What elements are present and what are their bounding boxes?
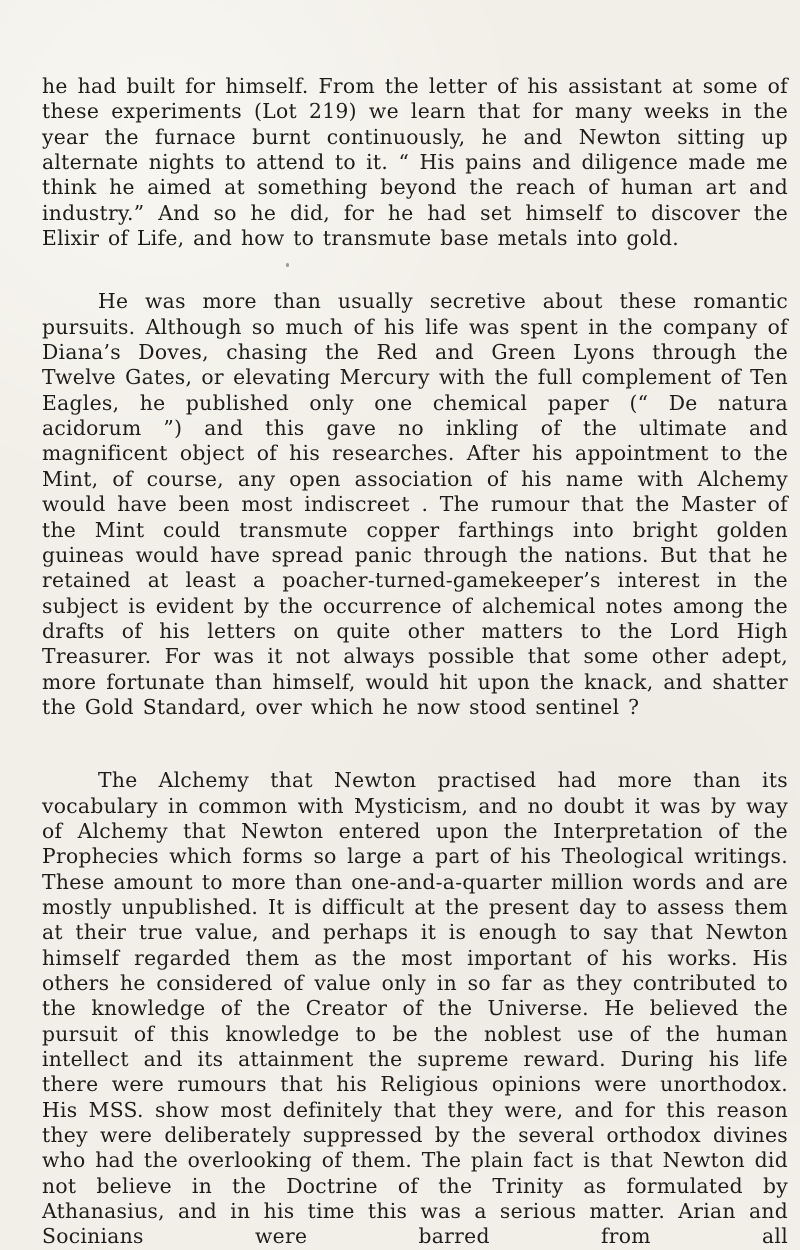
paragraph-alchemy-experiments: he had built for himself. From the letter of his assistant at some of these experiments (Lot 219) we learn that for many weeks in the year the furnace burnt continuously, he and Newton sitting up alternate nights to attend to it. “ His pains and diligence made me think he aimed at something beyond the reach of human art and industry.” And so he did, for he had set himself to discover the Elixir of Life, and how to transmute base metals into gold. — [42, 74, 788, 251]
paper-speck — [286, 263, 289, 267]
paragraph-mysticism-theology: The Alchemy that Newton practised had more than its vocabulary in common with Mysticism, and no doubt it was by way of Alchemy that Newton entered upon the Interpretation of the Prophecies which forms so large a part of his Theological writings. These amount to more than one-and-a-quarter million words and are mostly unpublished. It is difficult at the present day to assess them at their true value, and perhaps it is enough to say that Newton himself regarded them as the most important of his works. His others he considered of value only in so far as they contributed to the knowledge of the Creator of the Universe. He believed the pursuit of this knowledge to be the noblest use of the human intellect and its attainment the supreme reward. During his life there were rumours that his Religious opinions were unorthodox. His MSS. show most definitely that they were, and for this reason they were deliberately suppressed by the several orthodox divines who had the overlooking of them. The plain fact is that Newton did not believe in the Doctrine of the Trinity as formulated by Athanasius, and in his time this was a serious matter. Arian and Socinians were barred from all — [42, 768, 788, 1249]
paragraph-secretive-pursuits: He was more than usually secretive about these romantic pursuits. Although so much of his life was spent in the company of Diana’s Doves, chasing the Red and Green Lyons through the Twelve Gates, or elevating Mercury with the full complement of Ten Eagles, he published only one chemical paper (“ De natura acidorum ”) and this gave no inkling of the ultimate and magnificent object of his researches. After his appointment to the Mint, of course, any open association of his name with Alchemy would have been most indiscreet . The rumour that the Master of the Mint could transmute copper farthings into bright golden guineas would have spread panic through the nations. But that he retained at least a poacher-turned-gamekeeper’s interest in the subject is evident by the occurrence of alchemical notes among the drafts of his letters on quite other matters to the Lord High Treasurer. For was it not always possible that some other adept, more fortunate than himself, would hit upon the knack, and shatter the Gold Standard, over which he now stood sentinel ? — [42, 289, 788, 719]
